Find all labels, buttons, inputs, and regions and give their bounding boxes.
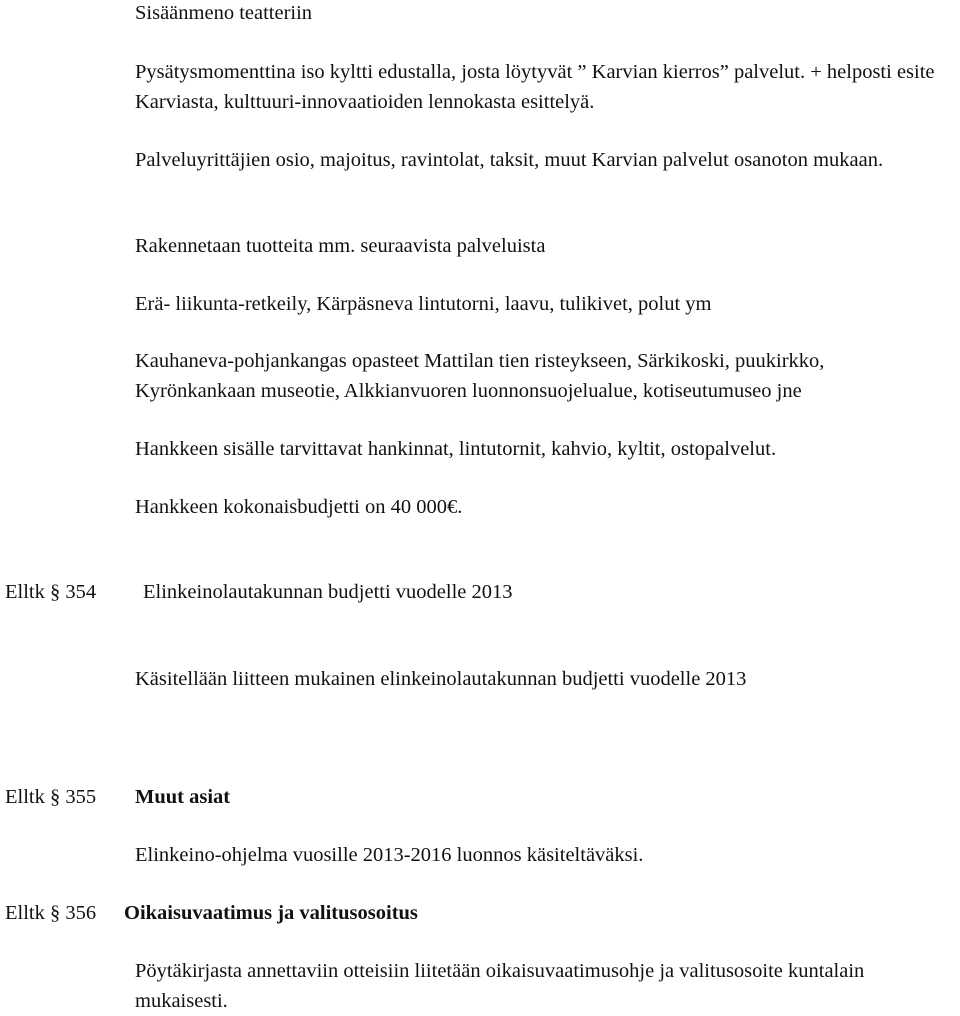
item-number: 356 bbox=[65, 902, 97, 924]
item-number: 354 bbox=[65, 581, 97, 603]
item-356-header bbox=[5, 898, 96, 928]
item-number: 355 bbox=[65, 786, 97, 808]
paragraph-products-intro: Rakennetaan tuotteita mm. seuraavista palveluista bbox=[135, 235, 546, 257]
section-sign: § bbox=[49, 581, 61, 603]
item-354-header bbox=[5, 577, 96, 607]
item-code: Elltk bbox=[5, 581, 45, 603]
paragraph-procurements: Hankkeen sisälle tarvittavat hankinnat, lintutornit, kahvio, kyltit, ostopalvelut. bbox=[135, 438, 777, 460]
paragraph-entrepreneurs: Palveluyrittäjien osio, majoitus, ravintolat, taksit, muut Karvian palvelut osanoton mukaan. bbox=[135, 149, 884, 171]
section-heading: Sisäänmeno teatteriin bbox=[135, 2, 313, 24]
item-355-body: Elinkeino-ohjelma vuosille 2013-2016 luonnos käsiteltäväksi. bbox=[135, 844, 644, 866]
section-sign: § bbox=[49, 786, 61, 808]
item-code: Elltk bbox=[5, 902, 45, 924]
paragraph-sign: Pysätysmomenttina iso kyltti edustalla, josta löytyvät ” Karvian kierros” palvelut. + helposti esite Karviasta, kulttuuri-innovaatioiden lennokasta esittelyä. bbox=[135, 61, 935, 113]
item-356-title: Oikaisuvaatimus ja valitusosoitus bbox=[124, 902, 418, 924]
item-355-title: Muut asiat bbox=[135, 786, 231, 808]
item-355-header bbox=[5, 782, 96, 812]
item-code: Elltk bbox=[5, 786, 45, 808]
paragraph-outdoor-services: Erä- liikunta-retkeily, Kärpäsneva lintutorni, laavu, tulikivet, polut ym bbox=[135, 293, 712, 315]
item-356-body: Pöytäkirjasta annettaviin otteisiin liitetään oikaisuvaatimusohje ja valitusosoite kuntalain mukaisesti. bbox=[135, 960, 865, 1012]
paragraph-signage-sites: Kauhaneva-pohjankangas opasteet Mattilan tien risteykseen, Särkikoski, puukirkko, Kyrönkankaan museotie, Alkkianvuoren luonnonsuojelualue, kotiseutumuseo jne bbox=[135, 350, 825, 402]
paragraph-budget: Hankkeen kokonaisbudjetti on 40 000€. bbox=[135, 496, 463, 518]
item-354-body: Käsitellään liitteen mukainen elinkeinolautakunnan budjetti vuodelle 2013 bbox=[135, 668, 747, 690]
section-sign: § bbox=[49, 902, 61, 924]
item-354-title: Elinkeinolautakunnan budjetti vuodelle 2013 bbox=[143, 581, 513, 603]
